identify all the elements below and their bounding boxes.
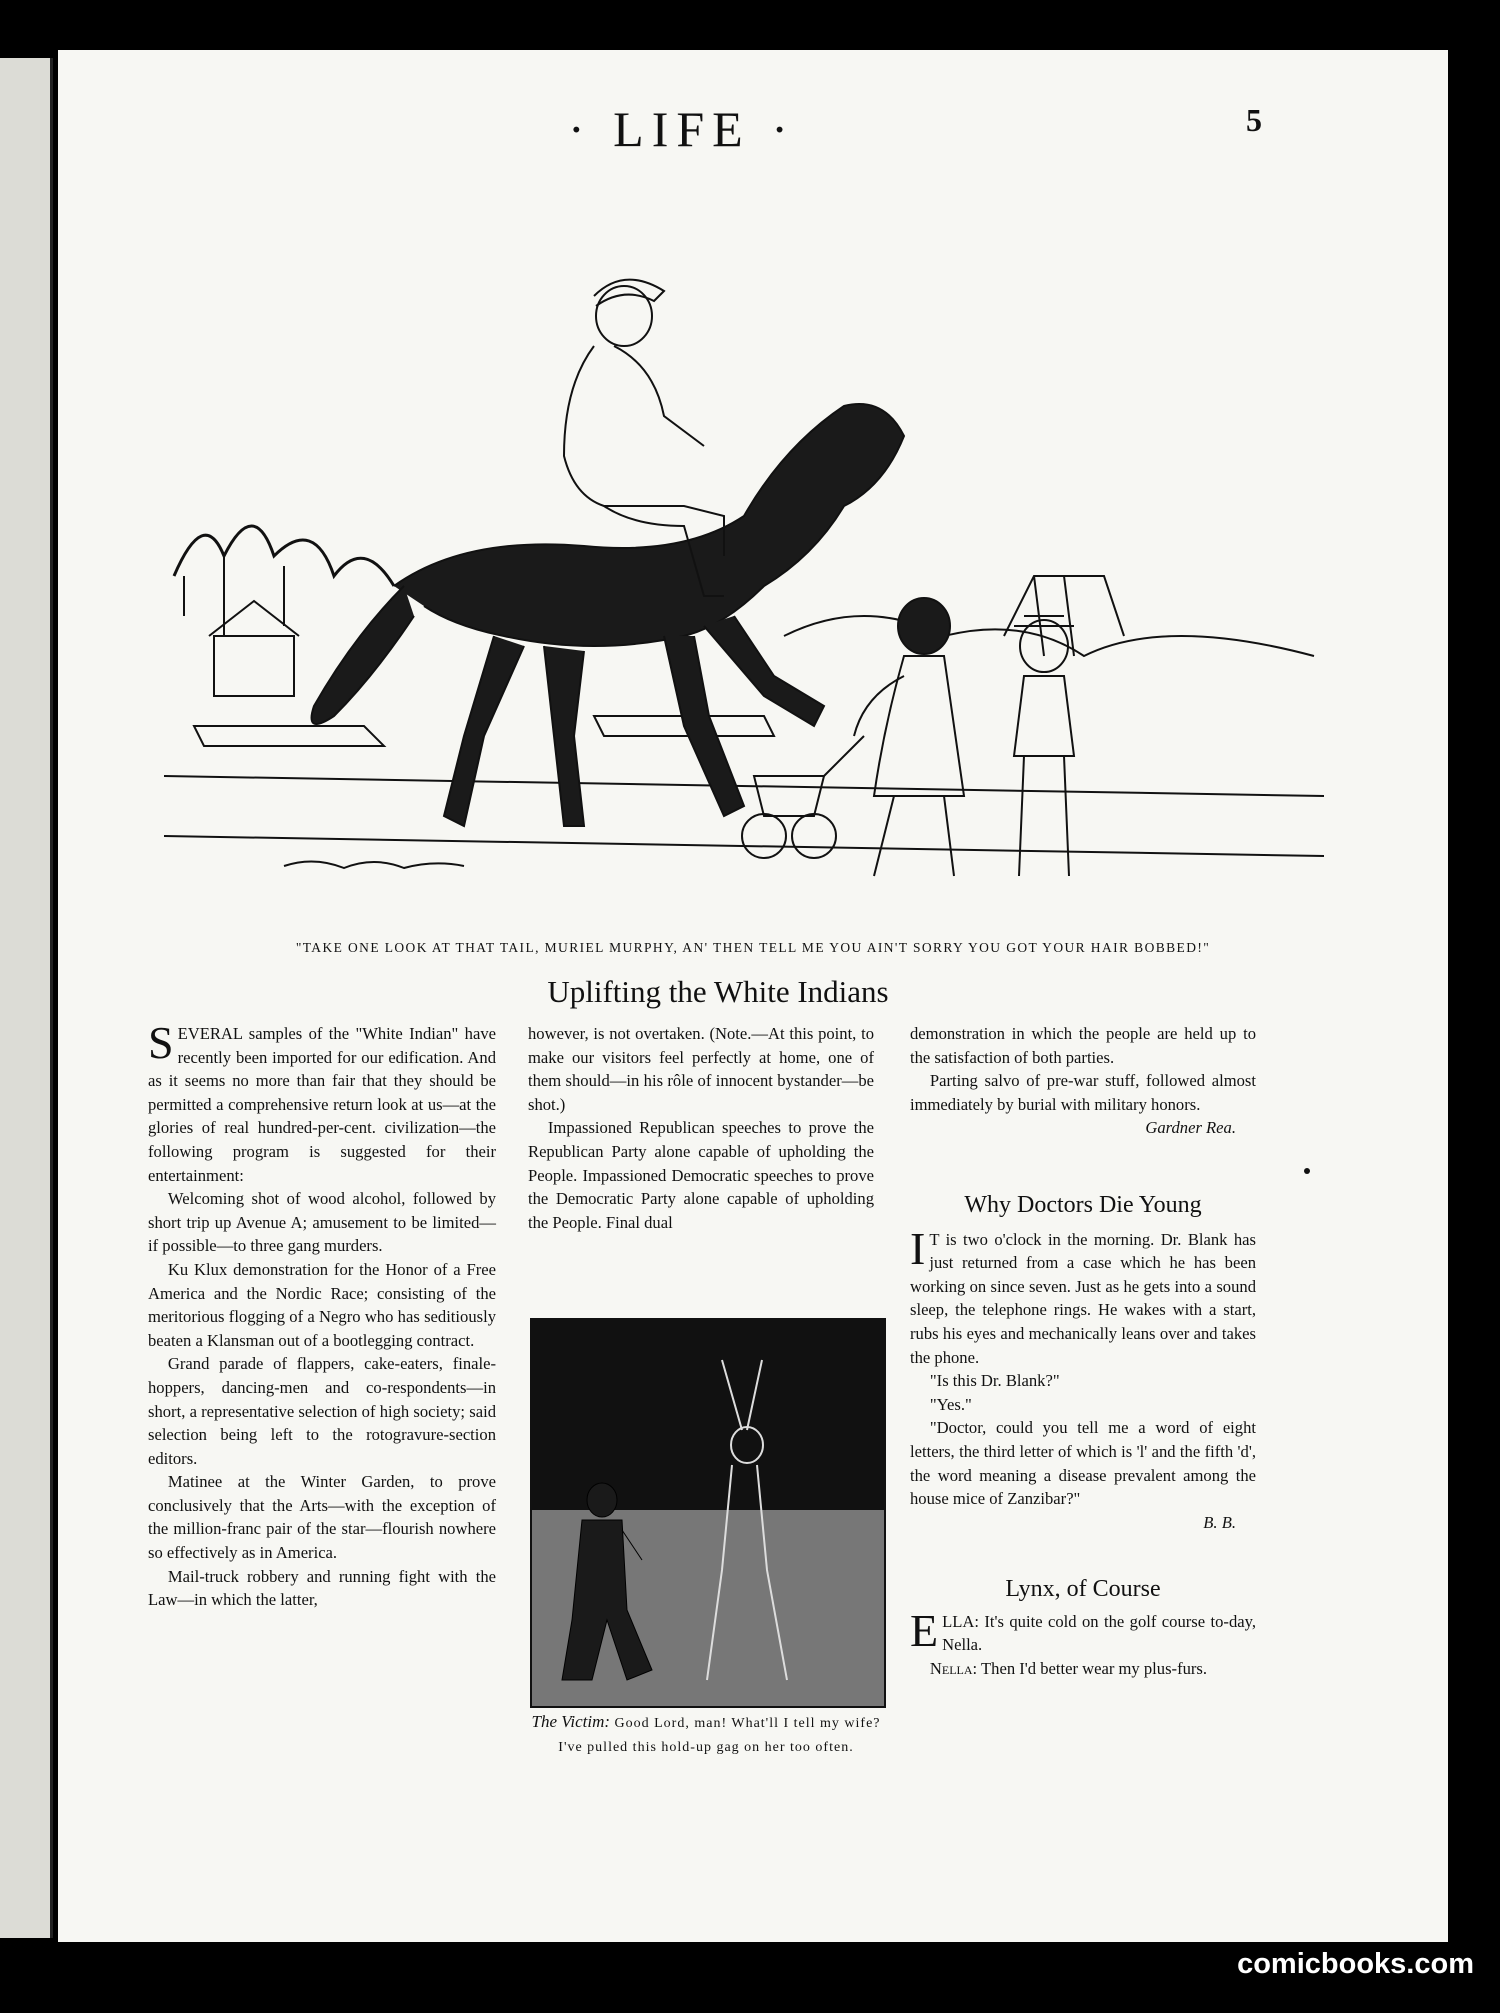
lynx-line: Nella: Then I'd better wear my plus-furs.: [929, 1659, 1208, 1679]
drop-cap: S: [148, 1017, 174, 1068]
ink-speck: [1304, 1168, 1310, 1174]
magazine-page: [58, 50, 1448, 1942]
adjacent-page-edge: [0, 58, 53, 1938]
doctors-paragraph: I T is two o'clock in the morning. Dr. Blank has just returned from a case which he has been working on since seven. Just as he gets into a sound sleep, the telephone rings. He wakes with a start, rubs his eyes and mechanically leans over and takes the phone.: [910, 1222, 1256, 1367]
article-title: Uplifting the White Indians: [547, 974, 889, 1009]
lynx-speaker: Nella:: [929, 1659, 978, 1679]
drop-cap: I: [910, 1222, 926, 1274]
site-watermark: comicbooks.com: [1237, 1948, 1474, 1980]
article-column-3: [910, 1022, 1256, 1681]
article-signature: Gardner Rea.: [1145, 1118, 1236, 1138]
article-column-2: [528, 1022, 874, 1234]
article-paragraph: Grand parade of flappers, cake-eaters, finale-hoppers, dancing-men and co-respondents—in short, a representative selection of high society; said selection being left to the rotogravure-section editors.: [148, 1354, 496, 1468]
photo-caption-lead: The Victim:: [531, 1712, 611, 1731]
article-paragraph: Parting salvo of pre-war stuff, followed almost immediately by burial with military honors.: [910, 1071, 1256, 1114]
drop-cap: E: [910, 1604, 939, 1656]
photo-caption-text: Good Lord, man! What'll I tell my wife? I've pulled this hold-up gag on her too often.: [558, 1716, 881, 1755]
cartoon-caption: "TAKE ONE LOOK AT THAT TAIL, MURIEL MURPHY, AN' THEN TELL ME YOU AIN'T SORRY YOU GOT YOUR HAIR BOBBED!": [295, 940, 1211, 955]
article-column-1: [148, 1017, 496, 1612]
photo-caption: [530, 1710, 882, 1760]
doctors-signature: B. B.: [1203, 1512, 1236, 1532]
horse-rider-cartoon: [164, 256, 1324, 916]
article-paragraph: Ku Klux demonstration for the Honor of a Free America and the Nordic Race; consisting of the meritorious flogging of a Negro who has seditiously beaten a Klansman out of a bootlegging contract.: [148, 1259, 496, 1350]
article-paragraph: SEVERAL samples of the "White Indian" have recently been imported for our edification. And as it seems no more than fair that they should be permitted a comprehensive return look at us—at the glories of real hundred-per-cent. civilization—the following program is suggested for their entertainment:: [148, 1017, 496, 1185]
victim-photo-illustration: [530, 1318, 886, 1708]
article-paragraph: Impassioned Republican speeches to prove the Republican Party alone capable of upholding the People. Impassioned Democratic speeches to prove the Democratic Party alone capable of upholding the People. Final dual: [528, 1118, 874, 1232]
article-paragraph: Matinee at the Winter Garden, to prove conclusively that the Arts—with the exception of the million-franc pair of the star—flourish nowhere so effectively as in America.: [148, 1472, 496, 1563]
article-paragraph: Welcoming shot of wood alcohol, followed by short trip up Avenue A; amusement to be limited—if possible—to three gang murders.: [148, 1189, 496, 1256]
doctors-paragraph: "Doctor, could you tell me a word of eight letters, the third letter of which is 'l' and the fifth 'd', the word meaning a disease prevalent among the house mice of Zanzibar?": [910, 1418, 1256, 1509]
article-paragraph: however, is not overtaken. (Note.—At this point, to make our visitors feel perfectly at home, one of them should—in his rôle of innocent bystander—be shot.): [528, 1024, 874, 1114]
article-paragraph: Mail-truck robbery and running fight with the Law—in which the latter,: [148, 1566, 496, 1610]
doctors-paragraph: "Is this Dr. Blank?": [929, 1371, 1060, 1391]
lynx-line: ELLA: It's quite cold on the golf course to-day, Nella.: [910, 1604, 1256, 1656]
article-paragraph: demonstration in which the people are held up to the satisfaction of both parties.: [910, 1024, 1256, 1067]
doctors-paragraph: "Yes.": [929, 1394, 972, 1414]
lynx-title: Lynx, of Course: [1005, 1576, 1161, 1603]
doctors-title: Why Doctors Die Young: [964, 1191, 1202, 1218]
masthead-title: · LIFE ·: [568, 101, 796, 157]
page-number: 5: [1246, 102, 1262, 138]
